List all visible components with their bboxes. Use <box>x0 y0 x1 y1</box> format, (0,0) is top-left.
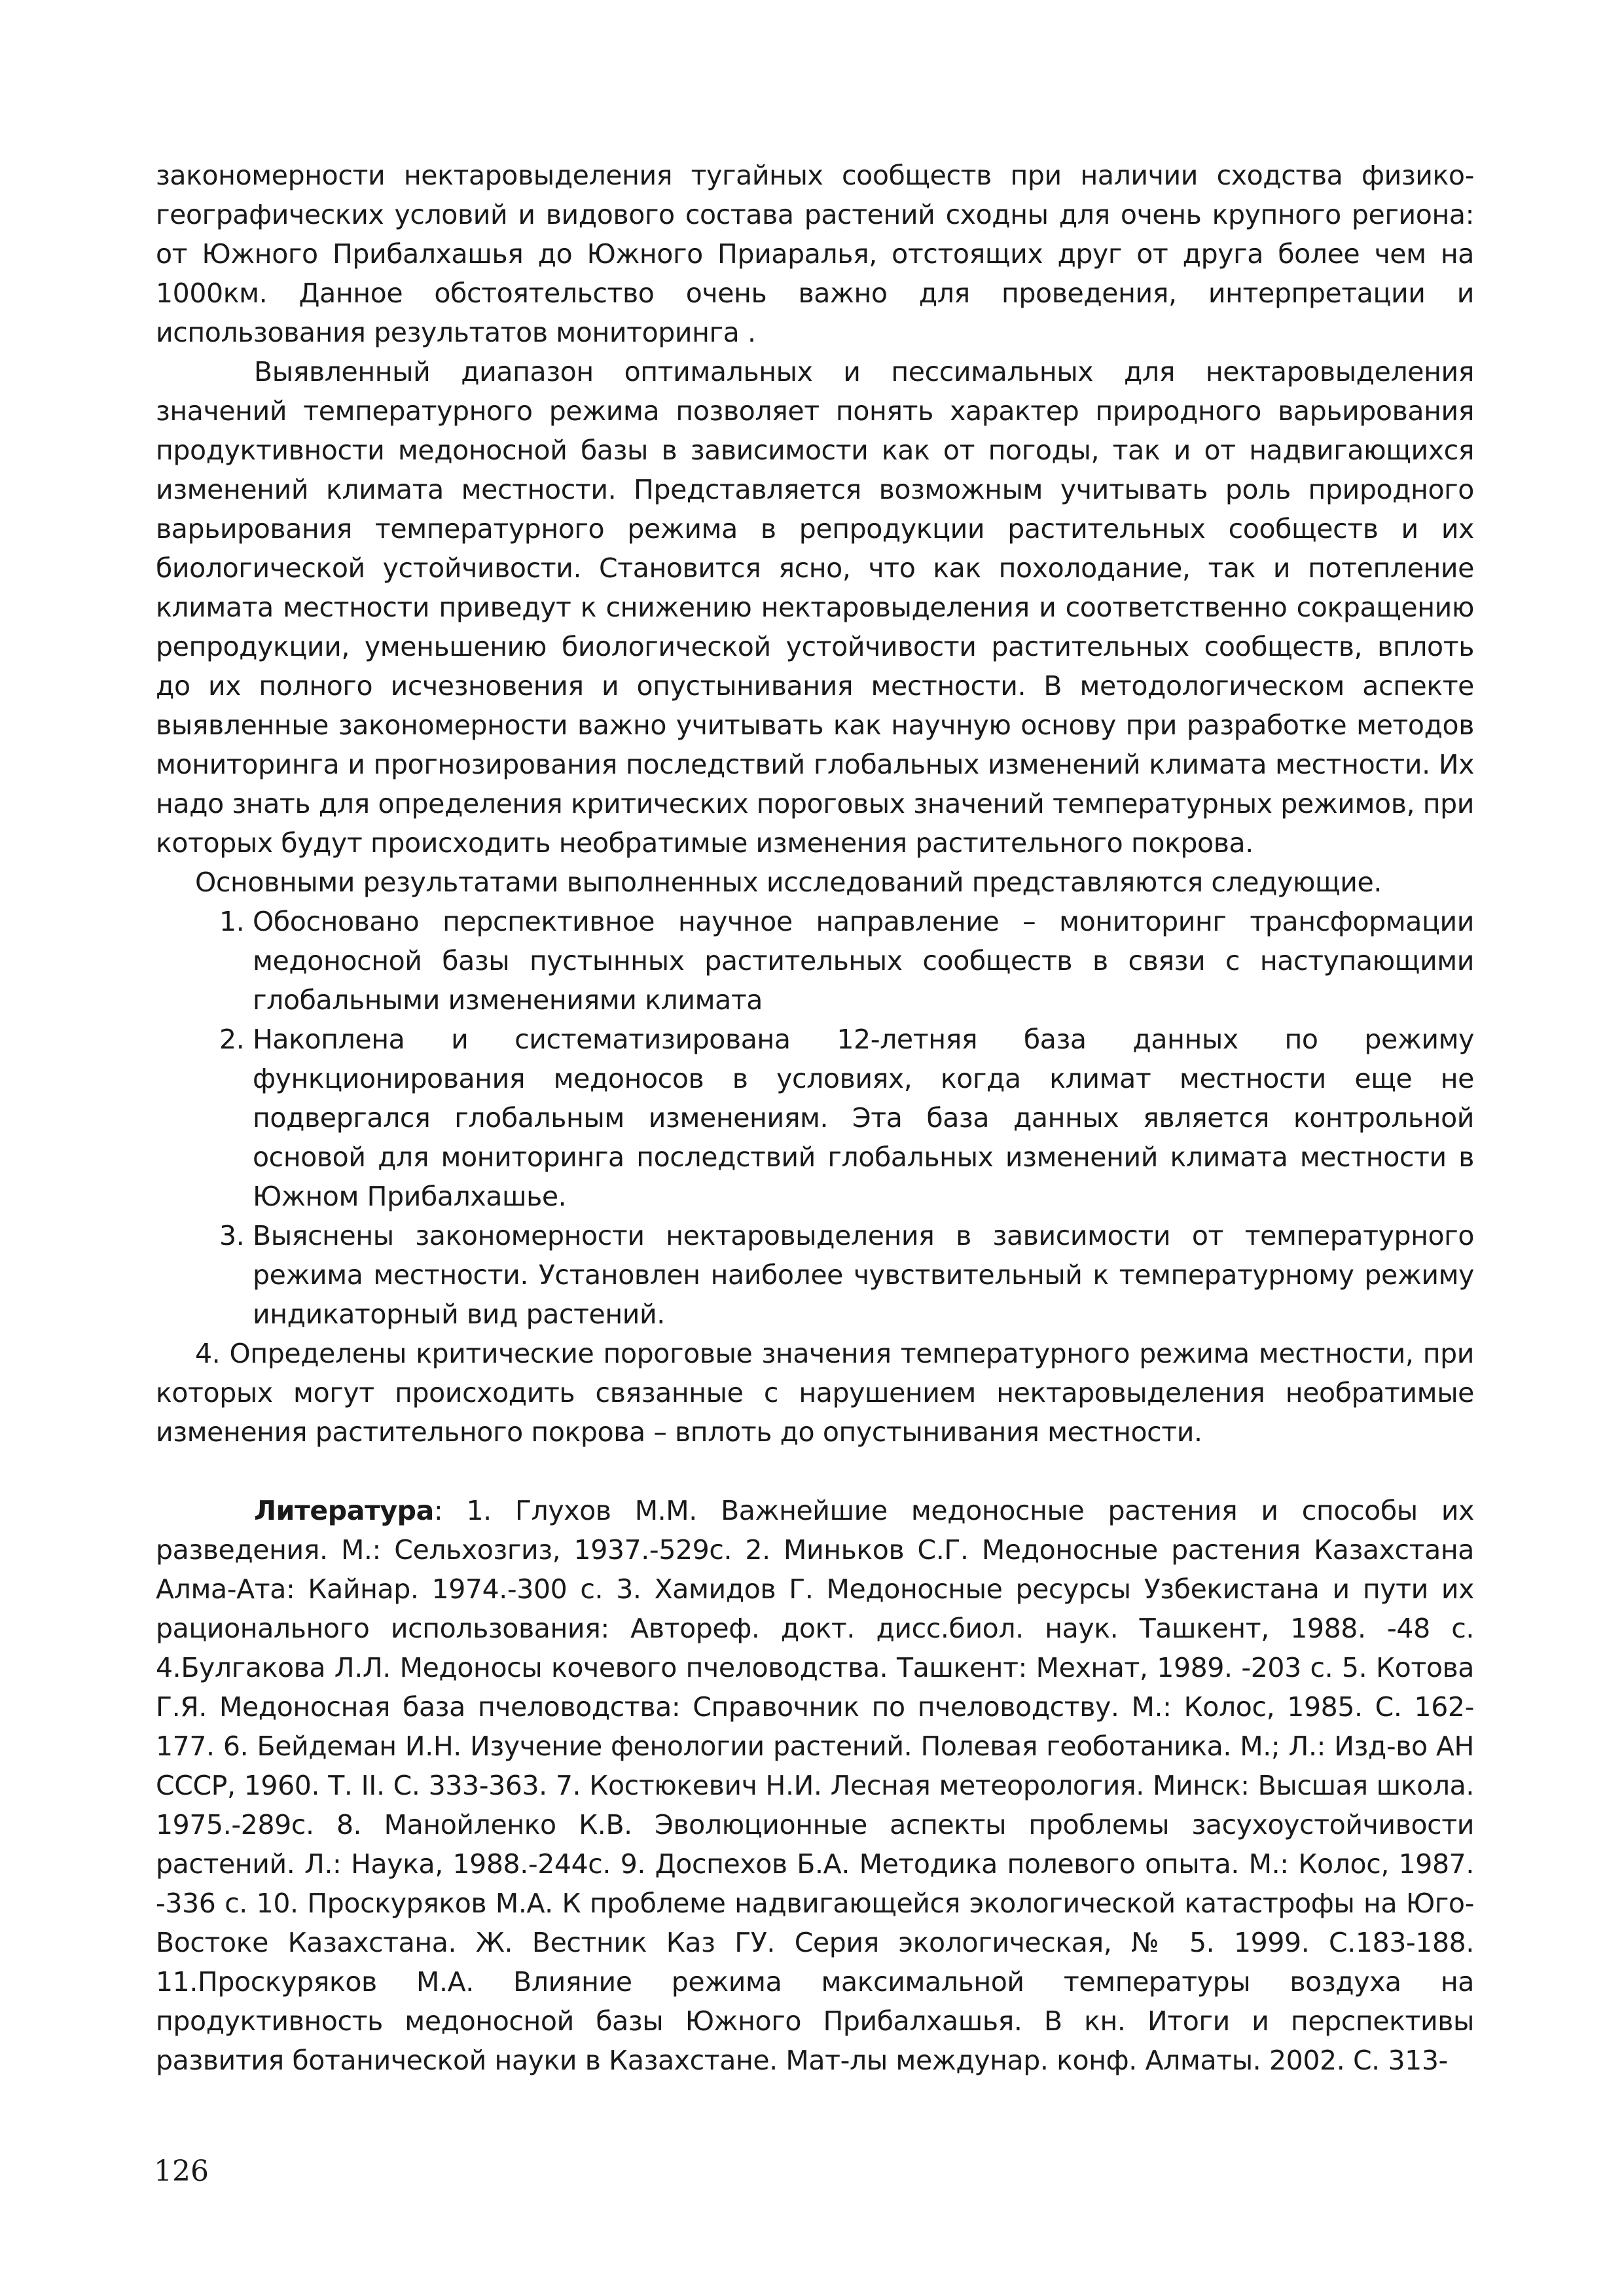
results-list-item: 1. Обосновано перспективное научное направление – мониторинг трансформации медоносной базы пустынных растительных сообществ в связи с наступающими глобальными изменениями климата <box>253 902 1474 1020</box>
literature-text: : 1. Глухов М.М. Важнейшие медоносные растения и способы их разведения. М.: Сельхозгиз, 1937.-529с. 2. Миньков С.Г. Медоносные растения Казахстана Алма-Ата: Кайнар. 1974.-300 с. 3. Хамидов Г. Медоносные ресурсы Узбекистана и пути их рационального использования: Автореф. докт. дисс.биол. наук. Ташкент, 1988. -48 с. 4.Булгакова Л.Л. Медоносы кочевого пчеловодства. Ташкент: Мехнат, 1989. -203 с. 5. Котова Г.Я. Медоносная база пчеловодства: Справочник по пчеловодству. М.: Колос, 1985. С. 162-177. 6. Бейдеман И.Н. Изучение фенологии растений. Полевая геоботаника. М.; Л.: Изд-во АН СССР, 1960. Т. II. С. 333-363. 7. Костюкевич Н.И. Лесная метеорология. Минск: Высшая школа. 1975.-289с. 8. Манойленко К.В. Эволюционные аспекты проблемы засухоустойчивости растений. Л.: Наука, 1988.-244с. 9. Доспехов Б.А. Методика полевого опыта. М.: Колос, 1987. -336 с. 10. Проскуряков М.А. К проблеме надвигающейся экологической катастрофы на Юго-Востоке Казахстана. Ж. Вестник Каз ГУ. Серия экологическая, № 5. 1999. С.183-188. 11.Проскуряков М.А. Влияние режима максимальной температуры воздуха на продуктивность медоносной базы Южного Прибалхашья. В кн. Итоги и перспективы развития ботанической науки в Казахстане. Мат-лы междунар. конф. Алматы. 2002. С. 313- <box>156 1495 1474 2076</box>
page-number: 126 <box>154 2155 209 2188</box>
page-body <box>156 156 1474 2080</box>
results-list <box>156 902 1474 1334</box>
results-item-4: 4. Определены критические пороговые значения температурного режима местности, при которых могут происходить связанные с нарушением нектаровыделения необратимые изменения растительного покрова – вплоть до опустынивания местности. <box>156 1338 1474 1448</box>
paragraph-intro: закономерности нектаровыделения тугайных сообществ при наличии сходства физико-географических условий и видового состава растений сходны для очень крупного региона: от Южного Прибалхашья до Южного Приаралья, отстоящих друг от друга более чем на 1000км. Данное обстоятельство очень важно для проведения, интерпретации и использования результатов мониторинга . <box>156 160 1474 348</box>
literature-section <box>156 1491 1474 2080</box>
literature-heading: Литература <box>254 1495 434 1526</box>
results-list-item: 3. Выяснены закономерности нектаровыделения в зависимости от температурного режима местности. Установлен наиболее чувствительный к температурному режиму индикаторный вид растений. <box>253 1216 1474 1334</box>
paragraph-temperature-range: Выявленный диапазон оптимальных и пессимальных для нектаровыделения значений температурного режима позволяет понять характер природного варьирования продуктивности медоносной базы в зависимости как от погоды, так и от надвигающихся изменений климата местности. Представляется возможным учитывать роль природного варьирования температурного режима в репродукции растительных сообществ и их биологической устойчивости. Становится ясно, что как похолодание, так и потепление климата местности приведут к снижению нектаровыделения и соответственно сокращению репродукции, уменьшению биологической устойчивости растительных сообществ, вплоть до их полного исчезновения и опустынивания местности. В методологическом аспекте выявленные закономерности важно учитывать как научную основу при разработке методов мониторинга и прогнозирования последствий глобальных изменений климата местности. Их надо знать для определения критических пороговых значений температурных режимов, при которых будут происходить необратимые изменения растительного покрова. <box>156 356 1474 859</box>
results-list-item: 2. Накоплена и систематизирована 12-летняя база данных по режиму функционирования медоносов в условиях, когда климат местности еще не подвергался глобальным изменениям. Эта база данных является контрольной основой для мониторинга последствий глобальных изменений климата местности в Южном Прибалхашье. <box>253 1020 1474 1216</box>
paragraph-results-intro: Основными результатами выполненных исследований представляются следующие. <box>195 867 1382 898</box>
